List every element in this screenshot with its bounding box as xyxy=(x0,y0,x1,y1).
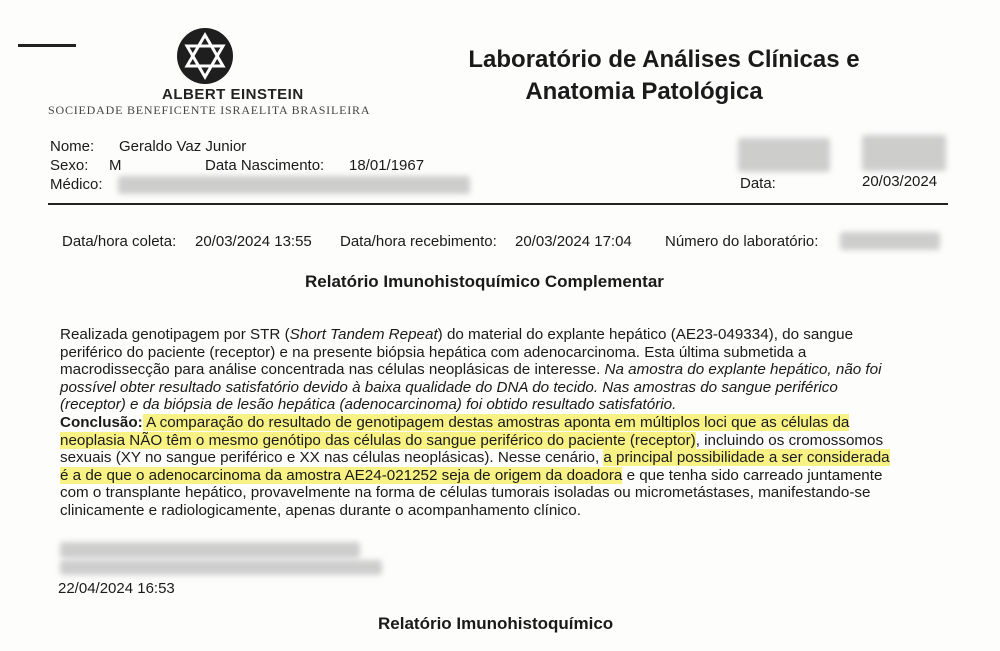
brand-subtitle: SOCIEDADE BENEFICENTE ISRAELITA BRASILEIRA xyxy=(48,103,371,117)
brand-name: ALBERT EINSTEIN xyxy=(162,86,304,103)
name-value: Geraldo Vaz Junior xyxy=(119,138,247,155)
redacted-doctor xyxy=(118,176,470,194)
text: Realizada genotipagem por STR ( xyxy=(60,326,290,343)
name-label: Nome: xyxy=(50,138,95,155)
text: macrodissecção para análise concentrada nas células neoplásicas de interesse. xyxy=(60,361,605,379)
signed-datetime: 22/04/2024 16:53 xyxy=(58,580,175,597)
body-line xyxy=(60,326,940,344)
body-line: (receptor) e da biópsia de lesão hepática (adenocarcinoma) foi obtido resultado satisfatório. xyxy=(60,396,677,414)
body-line: possível obter resultado satisfatório devido à baixa qualidade do DNA do tecido. Nas amostras do sangue periférico xyxy=(60,378,838,396)
highlighted-text: é a de que o adenocarcinoma da amostra AE24-021252 seja de origem da doadora xyxy=(60,466,623,484)
birth-value: 18/01/1967 xyxy=(349,157,425,174)
highlighted-text: A comparação do resultado de genotipagem destas amostras aponta em múltiplos loci que as células da xyxy=(142,413,850,431)
scan-mark xyxy=(18,44,76,47)
lab-title-line2: Anatomia Patológica xyxy=(525,78,763,105)
text: ) do material do explante hepático (AE23-049334), do sangue xyxy=(437,326,854,343)
text-italic: Na amostra do explante hepático, não foi xyxy=(604,361,882,379)
redacted-lab-number xyxy=(840,232,940,250)
star-of-david-logo-icon xyxy=(168,26,242,90)
sex-value: M xyxy=(109,157,122,174)
text: e que tenha sido carreado juntamente xyxy=(622,466,883,484)
conclusion-line: clinicamente e radiologicamente, apenas durante o acompanhamento clínico. xyxy=(60,501,581,519)
birth-label: Data Nascimento: xyxy=(205,157,325,174)
report-title: Relatório Imunohistoquímico Complementar xyxy=(305,272,664,291)
date-label: Data: xyxy=(740,175,776,192)
lab-title xyxy=(444,44,884,108)
collect-value: 20/03/2024 13:55 xyxy=(195,233,312,250)
conclusion-line: com o transplante hepático, provavelmente na forma de células tumorais isoladas ou micrometástases, manifestando-se xyxy=(60,484,871,502)
text: sexuais (XY no sangue periférico e XX nas células neoplásicas). Nesse cenário, xyxy=(60,449,604,467)
doctor-label: Médico: xyxy=(50,176,103,193)
redacted-signature-2 xyxy=(60,560,382,575)
text: , incluindo os cromossomos xyxy=(695,431,884,449)
lab-number-label: Número do laboratório: xyxy=(665,233,819,250)
conclusion-line xyxy=(60,467,940,485)
lab-title-line1: Laboratório de Análises Clínicas e xyxy=(468,46,860,73)
body-line xyxy=(60,361,940,379)
highlighted-text: a principal possibilidade a ser considerada xyxy=(603,449,890,467)
sex-label: Sexo: xyxy=(50,157,89,174)
conclusion-line xyxy=(60,449,940,467)
received-value: 20/03/2024 17:04 xyxy=(515,233,632,250)
redacted-signature-1 xyxy=(60,542,360,558)
redacted-id-1 xyxy=(738,138,830,172)
date-value: 20/03/2024 xyxy=(862,173,938,190)
collect-label: Data/hora coleta: xyxy=(62,233,177,250)
report-body xyxy=(60,326,940,520)
highlighted-text: neoplasia NÃO têm o mesmo genótipo das células do sangue periférico do paciente (receptor) xyxy=(60,431,696,449)
divider xyxy=(48,203,948,205)
conclusion-label: Conclusão: xyxy=(60,413,143,431)
text-italic: Short Tandem Repeat xyxy=(289,326,438,343)
conclusion-line xyxy=(60,414,940,432)
redacted-id-2 xyxy=(862,135,946,171)
conclusion-line xyxy=(60,432,940,450)
next-section-title: Relatório Imunohistoquímico xyxy=(378,614,614,633)
body-line: periférico do paciente (receptor) e na presente biópsia hepática com adenocarcinoma. Esta última submetida a xyxy=(60,343,807,361)
received-label: Data/hora recebimento: xyxy=(340,233,497,250)
